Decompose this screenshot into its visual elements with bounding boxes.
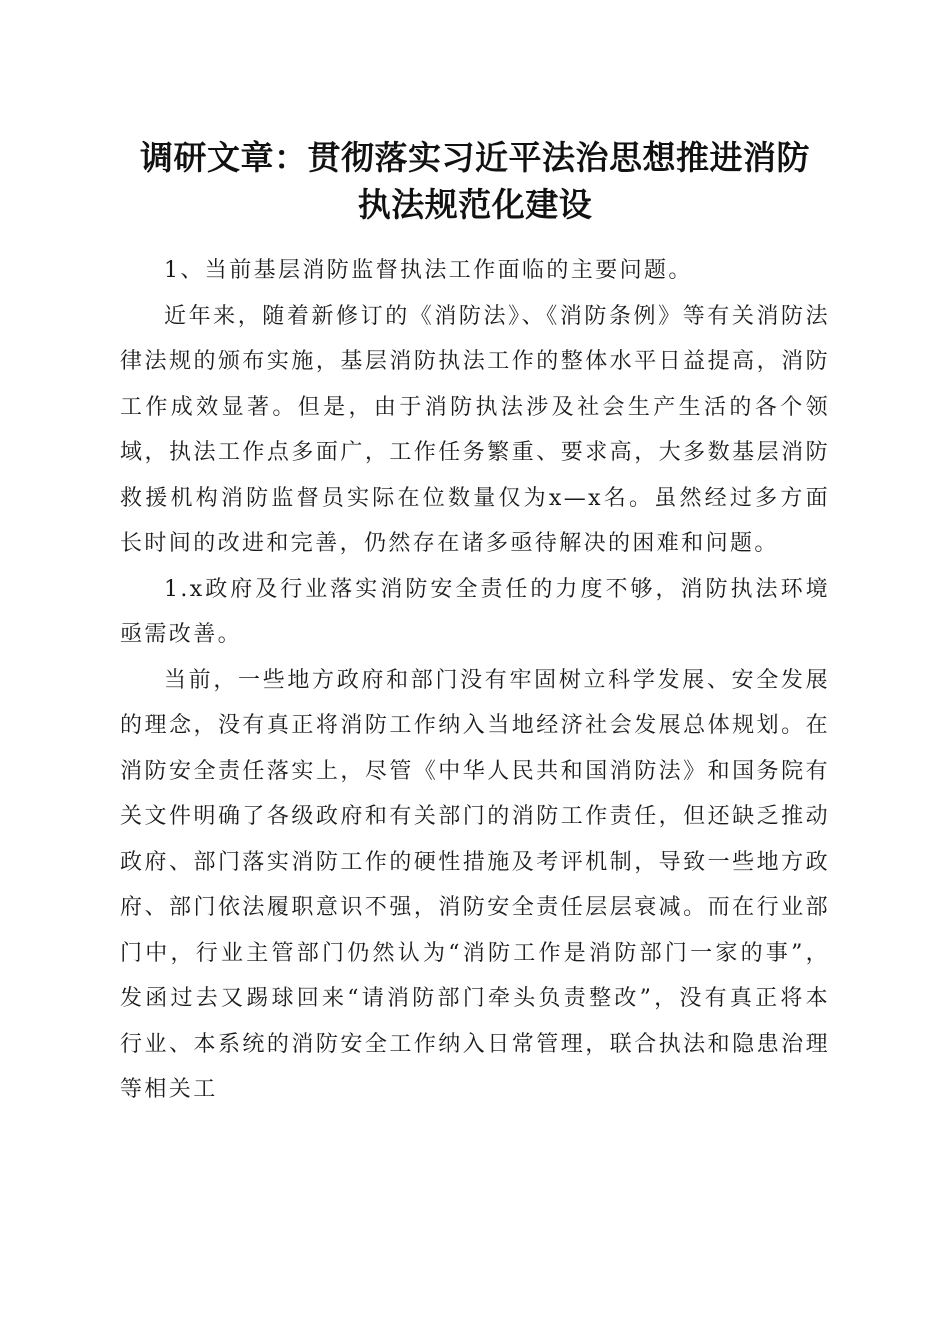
title-line-1: 调研文章：贯彻落实习近平法治思想推进消防	[140, 138, 810, 177]
document-title	[100, 134, 850, 228]
paragraph-background: 近年来，随着新修订的《消防法》、《消防条例》等有关消防法律法规的颁布实施，基层消防执法工作的整体水平日益提高，消防工作成效显著。但是，由于消防执法涉及社会生产生活的各个领域，执法工作点多面广，工作任务繁重、要求高，大多数基层消防救援机构消防监督员实际在位数量仅为x—x名。虽然经过多方面长时间的改进和完善，仍然存在诸多亟待解决的困难和问题。	[120, 303, 830, 556]
paragraph-section-heading: 1、当前基层消防监督执法工作面临的主要问题。	[164, 258, 693, 283]
document-body	[120, 248, 830, 1113]
paragraph-subheading: 1.x政府及行业落实消防安全责任的力度不够，消防执法环境亟需改善。	[120, 576, 830, 647]
paragraph-detail: 当前，一些地方政府和部门没有牢固树立科学发展、安全发展的理念，没有真正将消防工作纳入当地经济社会发展总体规划。在消防安全责任落实上，尽管《中华人民共和国消防法》和国务院有关文件明确了各级政府和有关部门的消防工作责任，但还缺乏推动政府、部门落实消防工作的硬性措施及考评机制，导致一些地方政府、部门依法履职意识不强，消防安全责任层层衰减。而在行业部门中，行业主管部门仍然认为“消防工作是消防部门一家的事”，发函过去又踢球回来“请消防部门牵头负责整改”，没有真正将本行业、本系统的消防安全工作纳入日常管理，联合执法和隐患治理等相关工	[120, 667, 830, 1102]
title-line-2: 执法规范化建设	[357, 185, 593, 224]
